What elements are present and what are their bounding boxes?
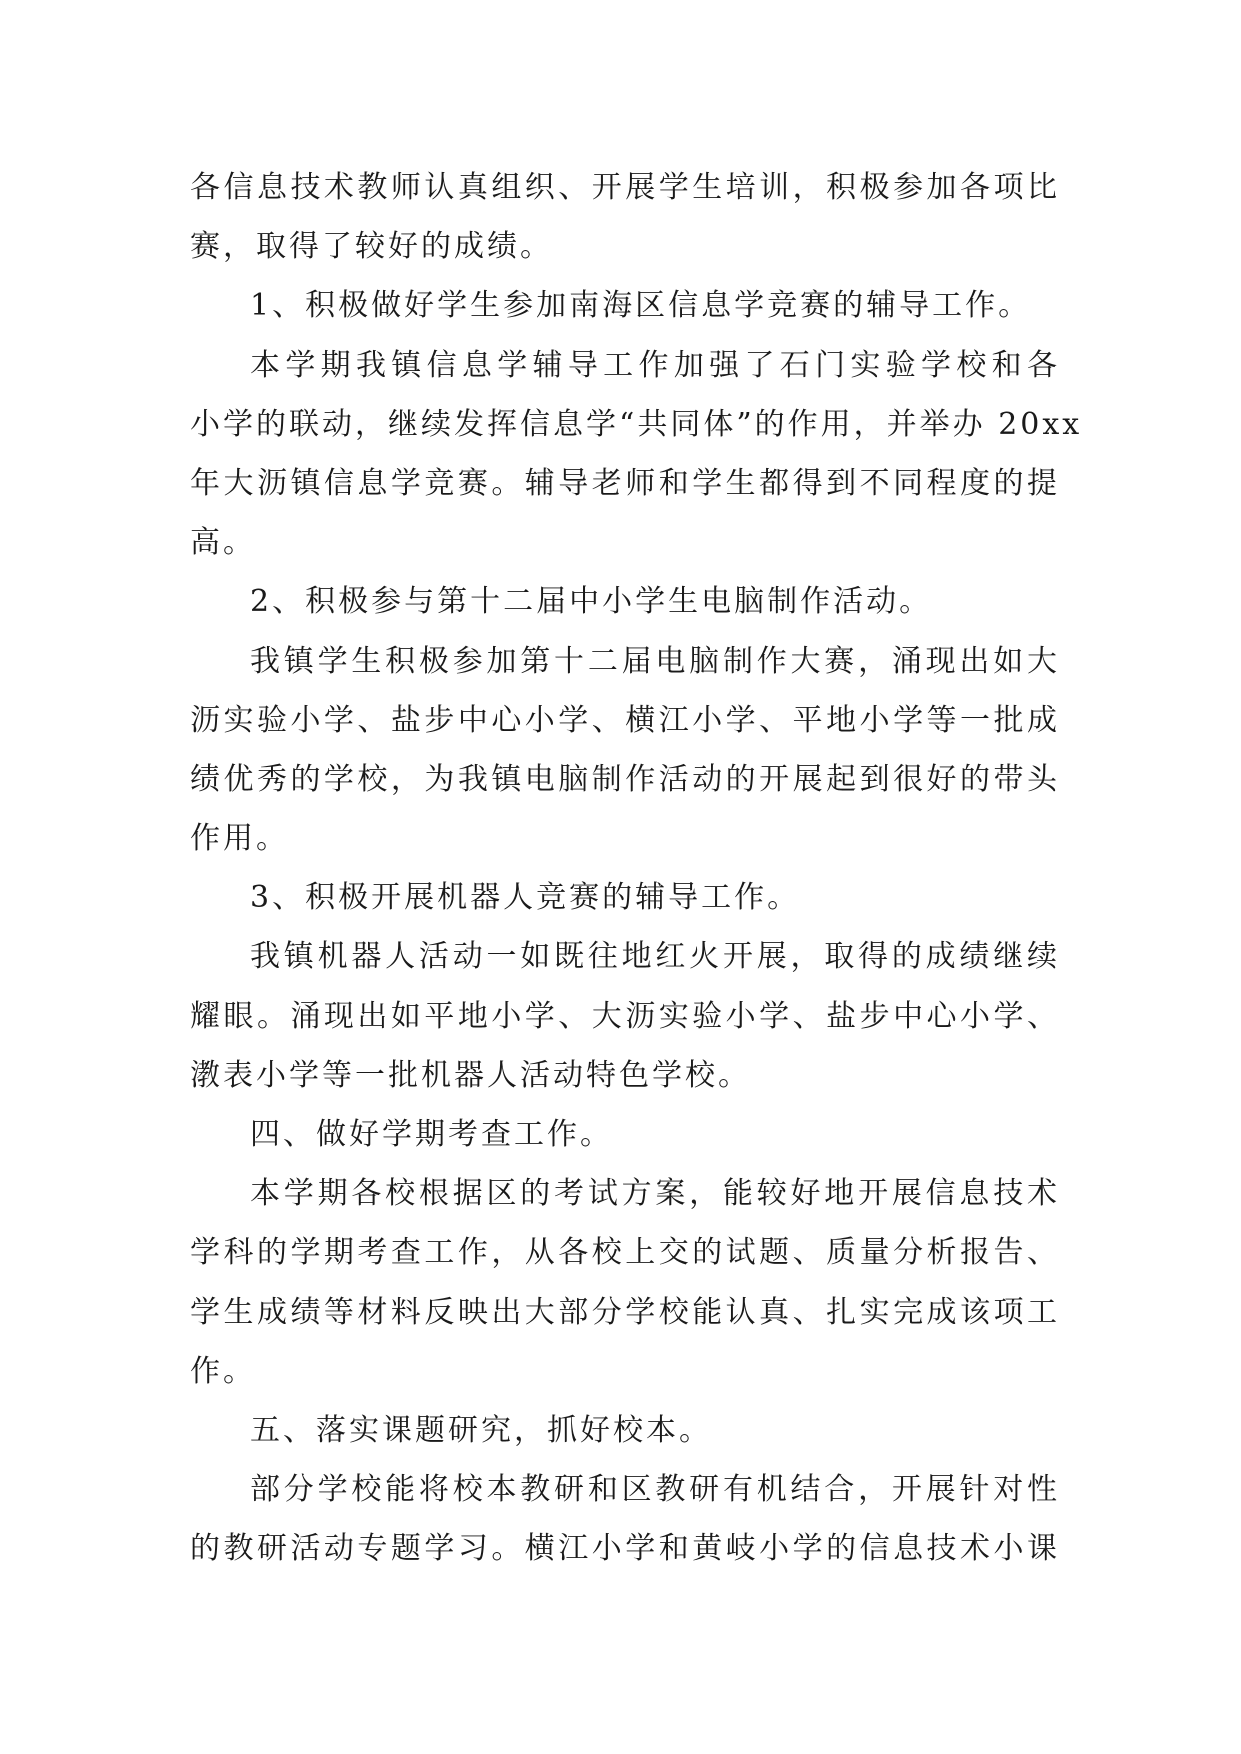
text-line-4: 本学期我镇信息学辅导工作加强了石门实验学校和各: [250, 347, 1060, 383]
text-line-14: 我镇机器人活动一如既往地红火开展，取得的成绩继续: [250, 939, 1060, 975]
text-line-21: 作。: [190, 1353, 256, 1389]
text-line-24: 的教研活动专题学习。横江小学和黄岐小学的信息技术小课: [190, 1531, 1060, 1567]
text-line-10: 沥实验小学、盐步中心小学、横江小学、平地小学等一批成: [190, 702, 1060, 738]
text-line-18: 本学期各校根据区的考试方案，能较好地开展信息技术: [250, 1176, 1060, 1212]
text-line-15: 耀眼。涌现出如平地小学、大沥实验小学、盐步中心小学、: [190, 998, 1060, 1034]
text-line-6: 年大沥镇信息学竞赛。辅导老师和学生都得到不同程度的提: [190, 465, 1060, 501]
text-line-23: 部分学校能将校本教研和区教研有机结合，开展针对性: [250, 1472, 1060, 1508]
text-line-11: 绩优秀的学校，为我镇电脑制作活动的开展起到很好的带头: [190, 761, 1060, 797]
text-line-22: 五、落实课题研究，抓好校本。: [250, 1412, 712, 1448]
text-line-2: 赛，取得了较好的成绩。: [190, 229, 553, 265]
text-line-1: 各信息技术教师认真组织、开展学生培训，积极参加各项比: [190, 170, 1060, 205]
text-line-20: 学生成绩等材料反映出大部分学校能认真、扎实完成该项工: [190, 1294, 1060, 1330]
text-line-7: 高。: [190, 525, 256, 561]
text-line-5: 小学的联动，继续发挥信息学“共同体”的作用，并举办 20xx: [190, 406, 1083, 442]
text-line-3: 1、积极做好学生参加南海区信息学竞赛的辅导工作。: [250, 288, 1032, 324]
text-line-17: 四、做好学期考查工作。: [250, 1117, 613, 1152]
document-body: [190, 158, 1083, 1579]
text-line-13: 3、积极开展机器人竞赛的辅导工作。: [250, 880, 801, 916]
text-line-19: 学科的学期考查工作，从各校上交的试题、质量分析报告、: [190, 1235, 1060, 1271]
text-line-8: 2、积极参与第十二届中小学生电脑制作活动。: [250, 584, 933, 620]
text-line-9: 我镇学生积极参加第十二届电脑制作大赛，涌现出如大: [250, 643, 1060, 679]
text-line-12: 作用。: [190, 821, 289, 857]
text-line-16: 漖表小学等一批机器人活动特色学校。: [190, 1057, 751, 1093]
